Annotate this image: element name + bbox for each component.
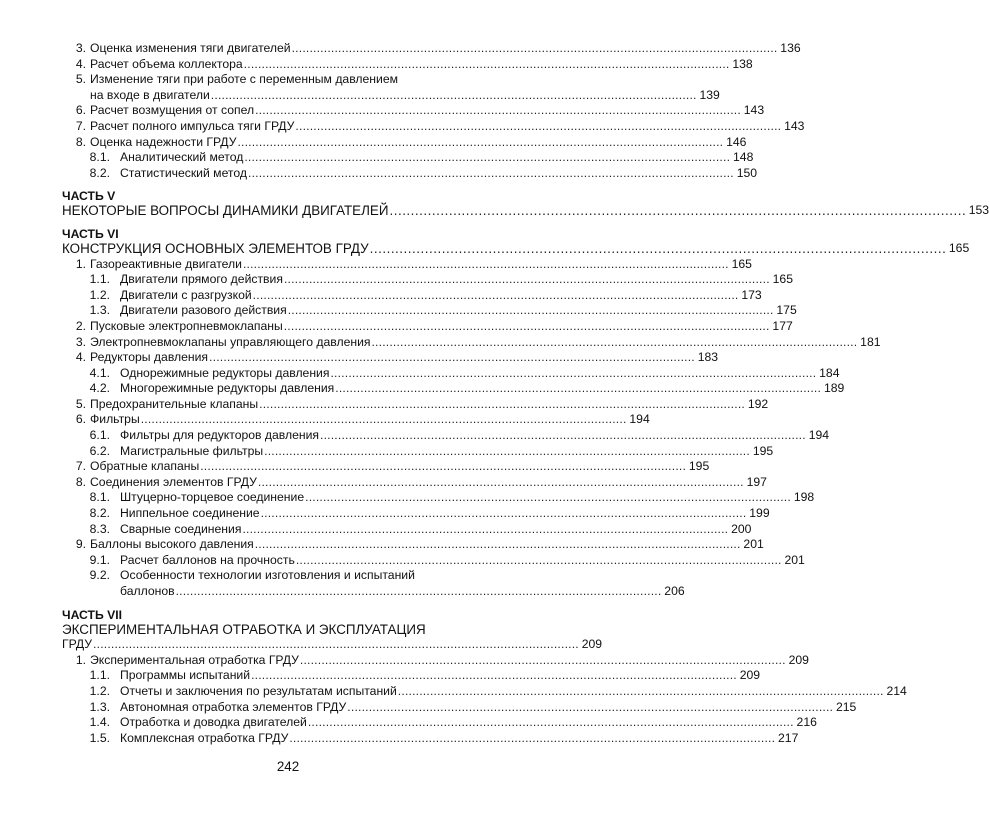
- dot-leader: [389, 203, 964, 219]
- dot-leader: [255, 103, 739, 119]
- toc-entry-page: 201: [784, 552, 805, 567]
- toc-entry-number: 1.: [75, 652, 86, 667]
- toc-entry-number: 6.: [75, 412, 86, 427]
- dot-leader: [244, 57, 728, 73]
- toc-entry-page: 153: [968, 203, 989, 218]
- part-6-entries: [62, 256, 881, 600]
- toc-subentry[interactable]: [62, 365, 840, 382]
- toc-entry-page: 165: [948, 240, 970, 255]
- toc-entry-number: 9.: [75, 537, 86, 552]
- toc-entry-page: 195: [688, 459, 710, 474]
- toc-entry[interactable]: [62, 412, 650, 428]
- part-title-entry[interactable]: [62, 240, 970, 257]
- dot-leader: [292, 41, 776, 57]
- toc-entry-page: 143: [784, 118, 805, 133]
- dot-leader: [295, 119, 779, 135]
- toc-entry-number: 1.1.: [89, 272, 110, 287]
- dot-leader: [308, 715, 792, 731]
- toc-subentry[interactable]: [62, 381, 845, 397]
- part-title: ЭКСПЕРИМЕНТАЛЬНАЯ ОТРАБОТКА И ЭКСПЛУАТАЦИЯ: [62, 621, 426, 637]
- toc-entry-page: 165: [731, 256, 752, 271]
- toc-entry-title: Экспериментальная отработка ГРДУ: [90, 652, 299, 667]
- toc-entry[interactable]: [62, 103, 765, 119]
- part-label: ЧАСТЬ VII: [62, 607, 123, 622]
- toc-entry-number: 8.1.: [89, 150, 110, 165]
- toc-subentry[interactable]: [62, 443, 774, 460]
- page-number: 242: [276, 759, 300, 774]
- toc-entry-number: 8.3.: [89, 521, 110, 536]
- toc-subentry[interactable]: [62, 287, 762, 304]
- toc-entry-page: 217: [778, 730, 799, 745]
- toc-entry-number: 1.2.: [89, 287, 110, 302]
- toc-entry-number: 2.: [75, 318, 86, 333]
- toc-subentry[interactable]: [62, 568, 514, 584]
- toc-entry-number: 4.1.: [89, 365, 110, 380]
- part-label: ЧАСТЬ V: [62, 189, 116, 204]
- toc-subentry[interactable]: [62, 552, 805, 569]
- toc-entry-page: 197: [746, 474, 767, 489]
- toc-entry-title: Программы испытаний: [120, 668, 251, 683]
- toc-subentry[interactable]: [62, 521, 752, 538]
- toc-entry-number: 1.3.: [89, 699, 110, 714]
- toc-entry-title: Фильтры: [90, 412, 140, 427]
- dot-leader: [261, 506, 745, 522]
- dot-leader: [211, 88, 695, 104]
- dot-leader: [258, 475, 742, 491]
- toc-entry-title: Соединения элементов ГРДУ: [90, 474, 257, 489]
- toc-entry-page: 206: [664, 584, 685, 598]
- toc-subentry[interactable]: [62, 150, 754, 166]
- toc-entry-number: 9.2.: [89, 568, 110, 583]
- toc-entry[interactable]: [62, 459, 710, 475]
- toc-entry[interactable]: [62, 256, 752, 273]
- dot-leader: [371, 335, 855, 351]
- dot-leader: [289, 731, 773, 747]
- toc-entry-number: 8.: [75, 474, 86, 489]
- toc-entry-number: 4.: [75, 56, 86, 71]
- toc-entry-title: Многорежимные редукторы давления: [120, 381, 335, 396]
- toc-entry-page: 192: [747, 396, 769, 411]
- toc-entry-number: 1.4.: [89, 715, 110, 730]
- toc-subentry[interactable]: [62, 715, 817, 731]
- toc-entry-title: Пусковые электропневмоклапаны: [90, 318, 283, 333]
- dot-leader: [93, 637, 577, 653]
- table-of-contents: [62, 41, 989, 746]
- toc-entry-page: 184: [819, 365, 840, 380]
- toc-entry-page: 177: [772, 318, 793, 333]
- part-title: ГРДУ: [62, 637, 93, 652]
- toc-entry-page: 183: [697, 350, 719, 365]
- toc-entry-page: 209: [739, 668, 761, 683]
- toc-entry-title: Аналитический метод: [120, 150, 244, 165]
- dot-leader: [300, 653, 784, 669]
- toc-entry-continuation[interactable]: [62, 87, 720, 104]
- toc-entry-number: 1.2.: [89, 683, 110, 698]
- toc-entry-number: 8.2.: [89, 506, 110, 521]
- toc-entry-page: 194: [629, 412, 650, 427]
- toc-entry-title: Оценка изменения тяги двигателей: [90, 41, 291, 55]
- toc-entry[interactable]: [62, 134, 747, 151]
- toc-entry-title: Электропневмоклапаны управляющего давления: [90, 334, 371, 349]
- toc-subentry[interactable]: [62, 668, 761, 684]
- toc-entry-page: 181: [860, 334, 881, 349]
- toc-entry-page: 214: [886, 683, 907, 698]
- toc-entry-page: 209: [788, 652, 809, 667]
- toc-subentry[interactable]: [62, 303, 797, 319]
- dot-leader: [176, 584, 660, 600]
- toc-entry-number: 5.: [75, 396, 86, 411]
- toc-entry-title: Ниппельное соединение: [120, 506, 260, 521]
- toc-entry-title: Баллоны высокого давления: [90, 537, 254, 552]
- toc-subentry[interactable]: [62, 506, 770, 522]
- toc-entry-number: 6.: [75, 103, 86, 118]
- toc-entry[interactable]: [62, 41, 801, 57]
- dot-leader: [243, 257, 727, 273]
- toc-entry-continuation[interactable]: [62, 584, 685, 600]
- toc-entry-title: Двигатели с разгрузкой: [120, 287, 252, 302]
- dot-leader: [251, 668, 735, 684]
- toc-entry-page: 198: [793, 490, 815, 505]
- dot-leader: [264, 444, 748, 460]
- toc-entry-title: Двигатели разового действия: [120, 303, 287, 318]
- toc-entry-number: 5.: [75, 72, 86, 87]
- toc-entry-number: 4.2.: [89, 381, 110, 396]
- toc-entry-title: Штуцерно-торцевое соединение: [120, 490, 305, 505]
- toc-entry-page: 195: [752, 443, 774, 458]
- toc-entry-title: Однорежимные редукторы давления: [120, 365, 330, 380]
- toc-subentry[interactable]: [62, 272, 793, 288]
- dot-leader: [347, 700, 831, 716]
- toc-entry-title: Предохранительные клапаны: [90, 396, 259, 411]
- dot-leader: [305, 490, 789, 506]
- toc-entry-title: Статистический метод: [120, 165, 248, 180]
- dot-leader: [255, 537, 739, 553]
- toc-entry-number: 6.2.: [89, 443, 110, 458]
- toc-entry-title: Расчет баллонов на прочность: [120, 552, 295, 567]
- toc-entry-page: 194: [808, 428, 830, 443]
- part-title: НЕКОТОРЫЕ ВОПРОСЫ ДИНАМИКИ ДВИГАТЕЛЕЙ: [62, 203, 389, 219]
- part-title-entry[interactable]: [62, 203, 989, 219]
- toc-entry-title: Автономная отработка элементов ГРДУ: [120, 699, 347, 714]
- toc-entry[interactable]: [62, 56, 753, 73]
- toc-entry-number: 7.: [75, 459, 86, 474]
- dot-leader: [330, 366, 814, 382]
- toc-entry-page: 189: [823, 381, 845, 396]
- dot-leader: [237, 135, 721, 151]
- toc-entry-title: Двигатели прямого действия: [120, 272, 283, 287]
- dot-leader: [335, 381, 819, 397]
- toc-entry-number: 7.: [75, 118, 86, 133]
- toc-entry-page: 136: [780, 41, 801, 55]
- toc-entry[interactable]: [62, 474, 767, 491]
- toc-entry-number: 1.: [75, 256, 86, 271]
- toc-entry-number: 6.1.: [89, 428, 110, 443]
- toc-entry-page: 146: [726, 134, 747, 149]
- dot-leader: [248, 166, 732, 182]
- toc-entry-number: 1.1.: [89, 668, 110, 683]
- toc-subentry[interactable]: [62, 428, 830, 444]
- toc-entry-title: баллонов: [120, 584, 175, 598]
- toc-entry-title: Сварные соединения: [120, 521, 242, 536]
- dot-leader: [242, 522, 726, 538]
- toc-entry-page: 209: [581, 637, 603, 652]
- toc-entry-title: Фильтры для редукторов давления: [120, 428, 320, 443]
- toc-entry-number: 1.5.: [89, 730, 110, 745]
- part-title-entry[interactable]: [62, 622, 514, 638]
- dot-leader: [259, 397, 743, 413]
- toc-entry-title: на входе в двигатели: [90, 87, 210, 102]
- toc-entry-number: 8.1.: [89, 490, 110, 505]
- toc-entry-number: 3.: [75, 41, 86, 55]
- toc-entry-page: 139: [699, 87, 720, 102]
- toc-entry[interactable]: [62, 350, 719, 366]
- toc-entry-title: Комплексная отработка ГРДУ: [120, 730, 289, 745]
- toc-entry-page: 215: [835, 699, 857, 714]
- dot-leader: [296, 553, 780, 569]
- toc-entry-title: Оценка надежности ГРДУ: [90, 134, 237, 149]
- toc-entry-page: 200: [731, 521, 752, 536]
- toc-entry[interactable]: [62, 396, 769, 413]
- toc-entry-page: 175: [776, 303, 797, 318]
- toc-entry-title: Редукторы давления: [90, 350, 209, 365]
- toc-entry-page: 148: [733, 150, 754, 165]
- toc-entry[interactable]: [62, 652, 809, 669]
- dot-leader: [284, 272, 768, 288]
- toc-entry-title: Расчет полного импульса тяги ГРДУ: [90, 118, 295, 133]
- toc-entry[interactable]: [62, 334, 881, 351]
- toc-entry-number: 1.3.: [89, 303, 110, 318]
- toc-subentry[interactable]: [62, 699, 857, 716]
- toc-entry-number: 8.: [75, 134, 86, 149]
- toc-entry-title: Обратные клапаны: [90, 459, 200, 474]
- toc-entry-page: 165: [772, 272, 793, 287]
- toc-entry[interactable]: [62, 118, 805, 135]
- toc-subentry[interactable]: [62, 490, 815, 506]
- dot-leader: [370, 241, 945, 257]
- dot-leader: [398, 684, 882, 700]
- toc-entry-number: 4.: [75, 350, 86, 365]
- toc-entry-page: 216: [796, 715, 817, 730]
- toc-entry-title: Расчет возмущения от сопел: [90, 103, 255, 118]
- toc-entry-title: Отработка и доводка двигателей: [120, 715, 307, 730]
- dot-leader: [253, 288, 737, 304]
- toc-entry-page: 138: [732, 56, 753, 71]
- dot-leader: [209, 350, 693, 366]
- toc-entry-page: 199: [749, 506, 770, 521]
- toc-entry-title: Магистральные фильтры: [120, 443, 264, 458]
- toc-subentry[interactable]: [62, 730, 799, 747]
- toc-entry[interactable]: [62, 537, 764, 553]
- part-title: КОНСТРУКЦИЯ ОСНОВНЫХ ЭЛЕМЕНТОВ ГРДУ: [62, 240, 369, 256]
- part-title-entry-continuation[interactable]: [62, 637, 603, 653]
- dot-leader: [141, 412, 625, 428]
- toc-entry-title: Особенности технологии изготовления и испытаний: [120, 568, 415, 583]
- toc-entry-page: 201: [743, 537, 764, 552]
- toc-entry-title: Отчеты и заключения по результатам испытаний: [120, 683, 397, 698]
- part-label: ЧАСТЬ VI: [62, 226, 119, 241]
- dot-leader: [244, 150, 728, 166]
- toc-entry-title: Изменение тяги при работе с переменным давлением: [90, 72, 398, 87]
- toc-entry-number: 8.2.: [89, 165, 110, 180]
- toc-entry-page: 150: [736, 165, 758, 180]
- toc-entry-page: 173: [741, 287, 762, 302]
- toc-entry-page: 143: [743, 103, 765, 118]
- toc-subentry[interactable]: [62, 165, 758, 182]
- dot-leader: [320, 428, 804, 444]
- toc-entry[interactable]: [62, 318, 793, 335]
- toc-entry[interactable]: [62, 72, 514, 88]
- toc-entry-title: Расчет объема коллектора: [90, 56, 243, 71]
- toc-entry-number: 9.1.: [89, 552, 110, 567]
- toc-entry-title: Газореактивные двигатели: [90, 256, 242, 271]
- dot-leader: [284, 319, 768, 335]
- part-7-entries: [62, 652, 907, 747]
- toc-subentry[interactable]: [62, 683, 907, 700]
- dot-leader: [288, 303, 772, 319]
- dot-leader: [200, 459, 684, 475]
- toc-entry-number: 3.: [75, 334, 86, 349]
